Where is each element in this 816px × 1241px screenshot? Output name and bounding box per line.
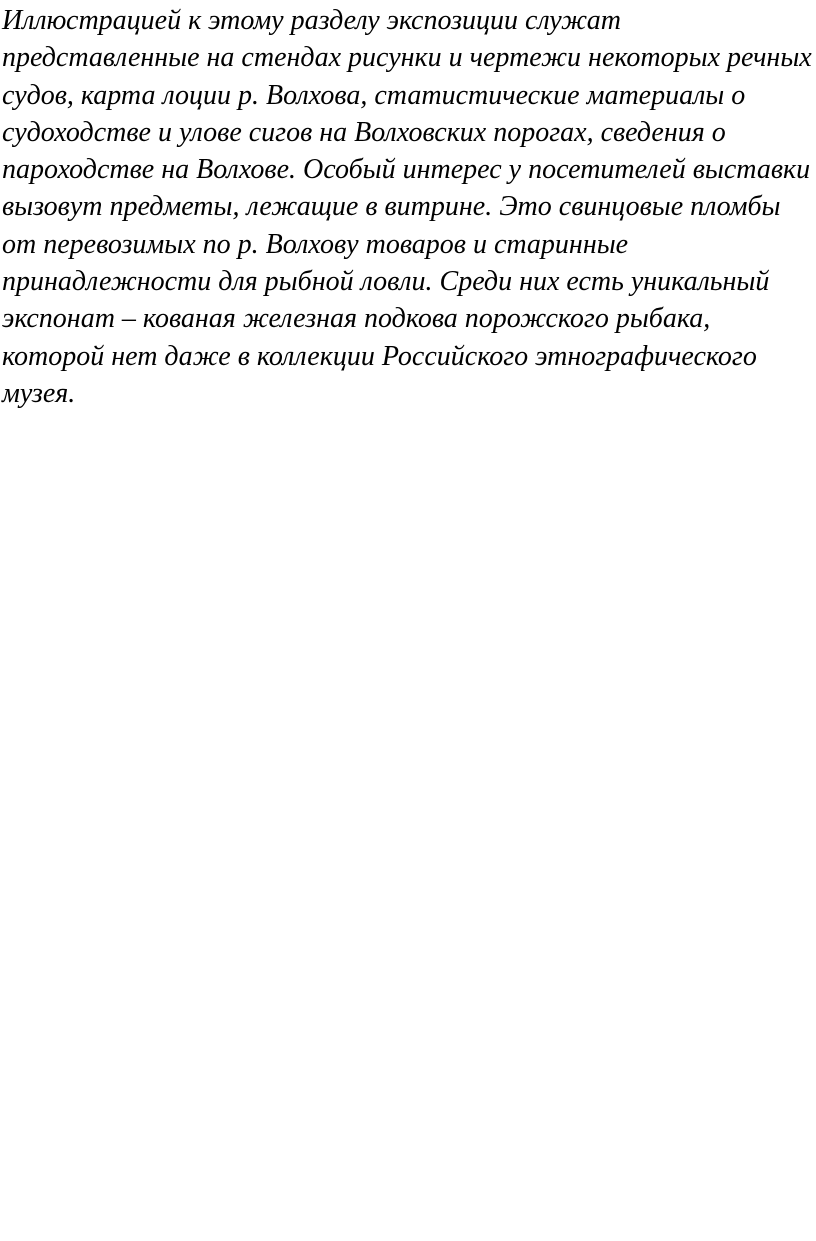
body-paragraph (2, 2, 814, 412)
paragraph-line: судов, карта лоции р. Волхова, статистические материалы о (2, 79, 746, 111)
paragraph-line: Иллюстрацией к этому разделу экспозиции служат (2, 5, 621, 36)
paragraph-line: представленные на стендах рисунки и чертежи некоторых речных (2, 42, 812, 74)
paragraph-line: судоходстве и улове сигов на Волховских порогах, сведения о (2, 116, 726, 148)
paragraph-line: от перевозимых по р. Волхову товаров и старинные (2, 228, 629, 260)
paragraph-line: музея. (2, 377, 76, 409)
paragraph-line: пароходстве на Волхове. Особый интерес у посетителей выставки (2, 154, 811, 186)
paragraph-line: экспонат – кованая железная подкова порожского рыбака, (2, 303, 711, 335)
paragraph-line: вызовут предметы, лежащие в витрине. Это свинцовые пломбы (2, 191, 781, 223)
paragraph-line: принадлежности для рыбной ловли. Среди них есть уникальный (2, 266, 770, 298)
paragraph-line: которой нет даже в коллекции Российского этнографического (2, 340, 757, 372)
